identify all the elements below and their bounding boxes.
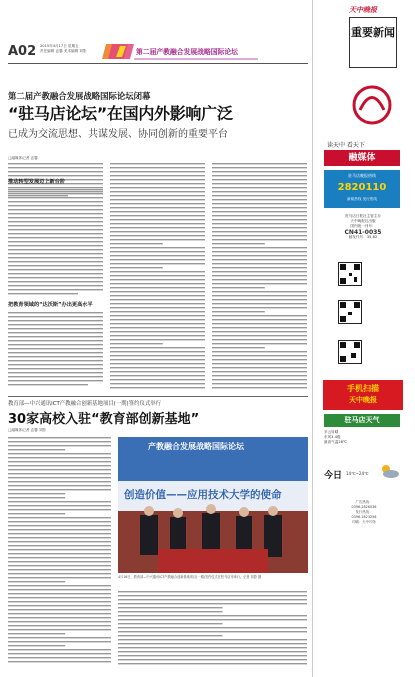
text-line xyxy=(118,635,223,636)
hotline-number: 2820110 xyxy=(337,182,387,193)
text-line xyxy=(8,633,65,634)
text-line xyxy=(212,211,307,212)
text-line xyxy=(110,295,205,296)
text-line xyxy=(110,347,205,348)
text-line xyxy=(110,319,205,320)
text-line xyxy=(8,613,111,614)
scan-promo xyxy=(323,380,403,410)
text-line xyxy=(110,203,205,204)
contact-line: 发行热线： xyxy=(355,510,373,514)
photo-illustration xyxy=(118,437,308,573)
contact-line: 广告热线： xyxy=(355,500,373,504)
promo-line-2: 天中晚报 xyxy=(349,396,377,404)
text-line xyxy=(110,259,205,260)
text-line xyxy=(110,179,205,180)
text-line xyxy=(212,167,307,168)
text-line xyxy=(110,311,205,312)
text-line xyxy=(110,331,205,332)
text-line xyxy=(212,331,307,332)
lead-column-1b xyxy=(8,188,104,300)
sidebar-title-box: 融媒体 xyxy=(324,150,400,166)
text-line xyxy=(118,659,307,660)
text-line xyxy=(212,347,265,348)
text-line xyxy=(110,243,163,244)
text-line xyxy=(110,315,205,316)
text-line xyxy=(118,603,307,604)
text-line xyxy=(118,627,307,628)
tagline: 读天中 看天下 xyxy=(327,142,365,149)
text-line xyxy=(8,585,111,586)
text-line xyxy=(8,561,111,562)
text-line xyxy=(8,601,111,602)
weather-line: 最高气温28℃ xyxy=(324,440,347,444)
text-line xyxy=(212,175,307,176)
contact-line: 0396-2826036 xyxy=(351,505,377,509)
text-line xyxy=(212,319,307,320)
text-line xyxy=(8,473,111,474)
promo-line-1: 手机扫描 xyxy=(347,384,379,393)
date-line xyxy=(40,44,98,54)
text-line xyxy=(8,645,65,646)
text-line xyxy=(8,449,65,450)
text-line xyxy=(118,611,223,612)
contact-line: 0396-2823256 xyxy=(351,515,377,519)
text-line xyxy=(110,195,205,196)
qr-code-icon xyxy=(338,262,362,286)
text-line xyxy=(118,595,307,596)
text-line xyxy=(8,553,111,554)
text-line xyxy=(110,383,205,384)
hotline-ad-top: 驻马店晚报热线 xyxy=(348,173,376,178)
publication-info xyxy=(322,214,404,240)
text-line xyxy=(8,589,111,590)
text-line xyxy=(8,457,111,458)
text-line xyxy=(212,387,307,388)
text-line xyxy=(212,383,307,384)
text-line xyxy=(8,573,111,574)
text-line xyxy=(110,231,205,232)
info-line: 国内统一刊号： xyxy=(350,224,376,229)
text-line xyxy=(110,263,205,264)
text-line xyxy=(212,279,307,280)
text-line xyxy=(212,191,307,192)
text-line xyxy=(8,629,111,630)
section-name: 重要新闻 xyxy=(351,26,395,39)
text-line xyxy=(110,175,205,176)
text-line xyxy=(212,367,307,368)
text-line xyxy=(110,299,205,300)
text-line xyxy=(212,203,307,204)
lead-column-3 xyxy=(212,162,308,394)
text-line xyxy=(110,199,205,200)
weather-header: 驻马店天气 xyxy=(324,414,400,427)
text-line xyxy=(8,549,111,550)
text-line xyxy=(212,359,307,360)
text-line xyxy=(8,605,111,606)
sidebar-divider xyxy=(312,0,313,677)
text-line xyxy=(212,299,307,300)
text-line xyxy=(212,311,265,312)
text-line xyxy=(8,517,111,518)
text-line xyxy=(110,387,205,388)
text-line xyxy=(8,637,111,638)
story-divider xyxy=(8,396,308,397)
text-line xyxy=(118,643,307,644)
hotline-ad-sub: 新闻热线 发行热线 xyxy=(347,197,377,201)
text-line xyxy=(212,259,307,260)
text-line xyxy=(8,505,111,506)
text-line xyxy=(110,171,205,172)
text-line xyxy=(8,525,111,526)
lead-headline: “驻马店论坛”在国内外影响广泛 xyxy=(8,104,233,123)
lead-kicker: 第二届产教融合发展战略国际论坛闭幕 xyxy=(8,91,151,101)
text-line xyxy=(110,167,205,168)
text-lines xyxy=(8,188,104,300)
text-line xyxy=(110,207,205,208)
text-line xyxy=(118,639,307,640)
text-line xyxy=(8,625,111,626)
text-line xyxy=(212,303,307,304)
text-line xyxy=(8,493,65,494)
text-lines xyxy=(8,311,104,393)
story2-kicker: 教育部—中兴通讯ICT产教融合创新基地项目(一期)签约仪式举行 xyxy=(8,401,162,407)
text-line xyxy=(8,621,111,622)
text-line xyxy=(8,489,111,490)
text-line xyxy=(8,477,111,478)
text-line xyxy=(110,335,205,336)
text-line xyxy=(212,263,307,264)
text-line xyxy=(118,651,307,652)
text-line xyxy=(110,359,205,360)
text-line xyxy=(212,247,307,248)
text-line xyxy=(212,223,307,224)
photo-caption: 4月16日，教育部—中兴通讯ICT产教融合创新基地项目(一期)签约仪式在驻马店市举行。记者 刘影 摄 xyxy=(118,575,262,579)
text-line xyxy=(212,251,307,252)
text-line xyxy=(110,351,205,352)
text-line xyxy=(8,661,111,662)
text-line xyxy=(118,615,307,616)
text-line xyxy=(118,663,307,664)
text-line xyxy=(212,243,265,244)
text-line xyxy=(8,541,111,542)
text-line xyxy=(8,569,111,570)
text-line xyxy=(212,335,307,336)
text-line xyxy=(110,307,205,308)
lead-column-2 xyxy=(110,162,206,394)
text-line xyxy=(212,163,307,164)
text-line xyxy=(8,481,111,482)
text-line xyxy=(110,343,163,344)
text-line xyxy=(110,163,205,164)
text-line xyxy=(110,267,163,268)
text-line xyxy=(110,255,205,256)
text-line xyxy=(8,657,111,658)
text-line xyxy=(8,617,111,618)
text-line xyxy=(8,465,111,466)
text-line xyxy=(110,367,205,368)
text-line xyxy=(8,521,111,522)
text-line xyxy=(110,219,205,220)
text-line xyxy=(110,279,205,280)
text-line xyxy=(110,239,205,240)
text-line xyxy=(118,647,307,648)
text-line xyxy=(212,315,307,316)
story2-headline: 30家高校入驻“教育部创新基地” xyxy=(8,412,200,427)
info-line: 天中晚报社出版 xyxy=(350,219,376,224)
text-line xyxy=(8,609,111,610)
header-divider xyxy=(8,63,308,64)
lead-column-1c xyxy=(8,311,104,393)
text-line xyxy=(110,375,205,376)
lead-subhead: 已成为交流思想、共谋发展、协同创新的重要平台 xyxy=(8,129,228,140)
text-line xyxy=(8,445,111,446)
text-line xyxy=(212,375,307,376)
text-line xyxy=(110,187,205,188)
text-line xyxy=(212,327,307,328)
text-line xyxy=(8,437,111,438)
text-line xyxy=(118,607,223,608)
text-line xyxy=(110,363,205,364)
text-line xyxy=(212,355,307,356)
text-line xyxy=(110,339,205,340)
text-line xyxy=(212,231,307,232)
text-line xyxy=(212,371,307,372)
masthead-logo: 天中晚报 xyxy=(349,6,377,14)
text-line xyxy=(110,323,205,324)
text-line xyxy=(212,199,307,200)
contact-line: 印刷：天中印务 xyxy=(352,520,376,524)
sidebar-contacts xyxy=(324,500,404,525)
text-line xyxy=(118,631,307,632)
text-line xyxy=(212,219,307,220)
text-line xyxy=(8,533,111,534)
text-line xyxy=(8,513,65,514)
text-line xyxy=(212,179,307,180)
text-line xyxy=(8,641,111,642)
text-line xyxy=(8,509,111,510)
info-line: CN41-0035 xyxy=(344,228,382,236)
text-line xyxy=(110,355,205,356)
qr-code-icon xyxy=(338,340,362,364)
info-line: 邮发代号：35-82 xyxy=(348,234,378,239)
text-line xyxy=(212,287,265,288)
text-line xyxy=(110,235,205,236)
signing-ceremony-photo xyxy=(118,437,308,573)
text-line xyxy=(110,287,205,288)
text-line xyxy=(212,283,307,284)
text-line xyxy=(8,593,111,594)
text-line xyxy=(8,597,111,598)
text-line xyxy=(8,497,65,498)
section-head-1: 推动转型发展迈上新台阶 xyxy=(8,179,66,185)
text-line xyxy=(212,207,307,208)
section-head-2: 把教育领域的“达沃斯”办出更高水平 xyxy=(8,302,93,308)
text-lines xyxy=(118,590,308,668)
text-line xyxy=(212,291,307,292)
text-line xyxy=(212,227,307,228)
editor-text: 责任编辑 孟馨 美术编辑 刘影 xyxy=(40,49,87,53)
text-line xyxy=(118,599,307,600)
text-line xyxy=(212,323,307,324)
text-line xyxy=(110,271,205,272)
weather-line: 东风3-4级 xyxy=(324,435,341,439)
text-line xyxy=(212,363,307,364)
text-line xyxy=(110,247,205,248)
text-line xyxy=(212,343,307,344)
date-text: 2015年4月17日 星期五 xyxy=(40,44,79,48)
hotline-ad xyxy=(324,170,400,208)
text-line xyxy=(118,655,307,656)
cloud-sun-icon xyxy=(378,462,400,480)
text-line xyxy=(8,557,111,558)
weather-line: 多云转晴 xyxy=(324,430,339,434)
text-line xyxy=(110,283,205,284)
text-line xyxy=(8,649,111,650)
photo-slogan-text: 创造价值——应用技术大学的使命 xyxy=(124,489,282,501)
text-line xyxy=(212,171,307,172)
text-lines xyxy=(110,162,206,394)
text-line xyxy=(212,183,307,184)
text-line xyxy=(110,275,205,276)
text-line xyxy=(118,623,223,624)
text-line xyxy=(110,191,205,192)
text-line xyxy=(212,255,307,256)
text-line xyxy=(110,215,205,216)
text-line xyxy=(110,291,205,292)
text-line xyxy=(8,545,111,546)
lead-byline: □融媒体记者 孟馨 xyxy=(8,156,38,160)
text-lines xyxy=(8,436,112,668)
qr-code-icon xyxy=(338,300,362,324)
text-line xyxy=(212,267,307,268)
text-line xyxy=(110,223,205,224)
text-line xyxy=(8,461,111,462)
text-line xyxy=(212,379,307,380)
text-line xyxy=(212,307,307,308)
story2-byline: □融媒体记者 孟馨 刘影 xyxy=(8,428,47,432)
text-line xyxy=(212,275,307,276)
text-line xyxy=(212,295,307,296)
text-line xyxy=(8,653,111,654)
page-number: A02 xyxy=(8,44,37,59)
story2-column-2 xyxy=(118,590,308,668)
text-line xyxy=(110,379,205,380)
text-line xyxy=(110,251,205,252)
text-line xyxy=(212,271,307,272)
text-line xyxy=(212,235,307,236)
today-label: 今日 xyxy=(324,471,343,481)
text-line xyxy=(110,211,205,212)
text-line xyxy=(212,239,307,240)
text-line xyxy=(212,339,307,340)
text-line xyxy=(8,537,111,538)
text-line xyxy=(8,469,111,470)
text-line xyxy=(110,371,205,372)
text-lines xyxy=(212,162,308,394)
text-line xyxy=(8,453,111,454)
text-line xyxy=(8,501,111,502)
text-line xyxy=(212,215,307,216)
weather-info xyxy=(324,430,400,445)
info-line: 驻马店日报社主管主办 xyxy=(345,214,381,218)
banner-text: 第二届产教融合发展战略国际论坛 xyxy=(136,48,238,56)
temperature: 14℃~24℃ xyxy=(346,471,369,476)
text-line xyxy=(110,303,205,304)
text-line xyxy=(118,619,307,620)
text-line xyxy=(8,441,111,442)
emblem-icon xyxy=(350,80,394,130)
text-line xyxy=(8,485,111,486)
text-line xyxy=(110,227,205,228)
text-line xyxy=(8,565,111,566)
text-line xyxy=(8,577,111,578)
text-line xyxy=(8,529,111,530)
story2-column-1 xyxy=(8,436,112,668)
text-line xyxy=(212,351,307,352)
text-line xyxy=(110,327,205,328)
photo-banner-text: 产教融合发展战略国际论坛 xyxy=(148,442,244,451)
text-line xyxy=(212,195,307,196)
text-line xyxy=(118,591,307,592)
text-line xyxy=(110,183,205,184)
text-line xyxy=(212,187,307,188)
text-line xyxy=(8,581,65,582)
